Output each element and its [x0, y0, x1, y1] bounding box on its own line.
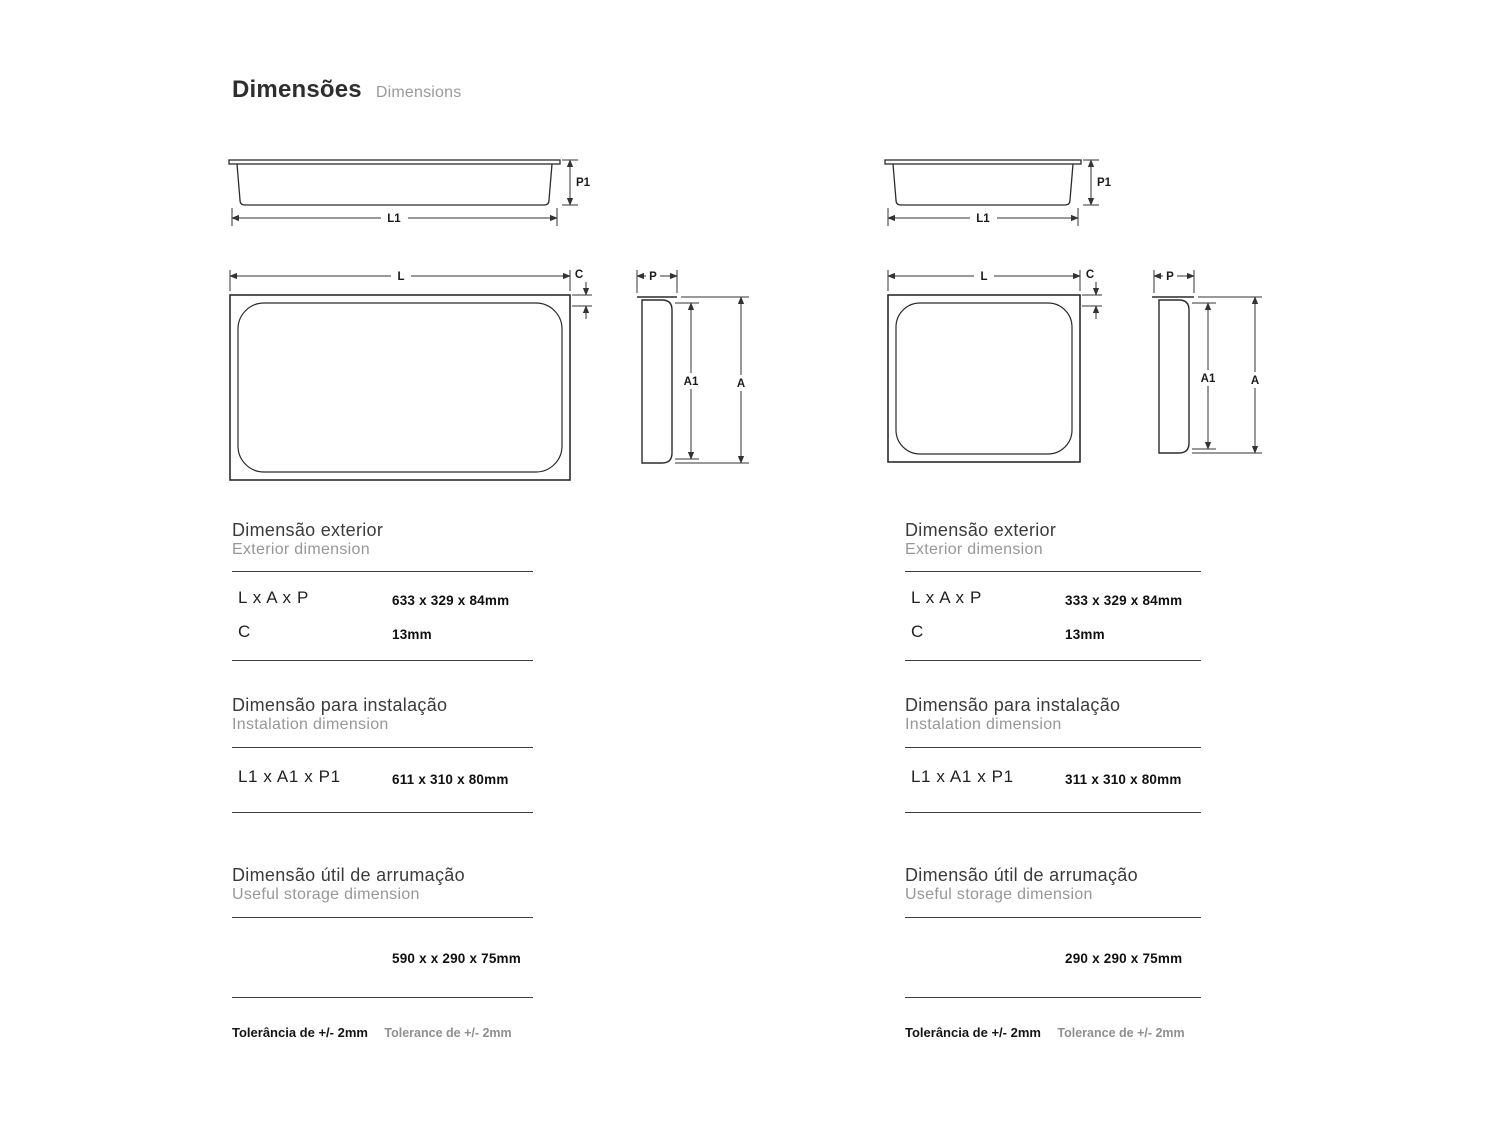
exterior-heading-pt: Dimensão exterior — [232, 520, 384, 540]
storage-heading-en: Useful storage dimension — [232, 886, 420, 903]
installation-row-value: 311 x 310 x 80mm — [1065, 772, 1182, 787]
dim-label-a: A — [736, 378, 746, 390]
divider — [232, 997, 533, 998]
title-en: Dimensions — [375, 84, 462, 101]
dim-label-l: L — [397, 271, 405, 283]
dimension-c — [572, 282, 592, 319]
divider — [232, 747, 533, 748]
tolerance-en: Tolerance de +/- 2mm — [384, 1026, 512, 1040]
storage-heading-pt: Dimensão útil de arrumação — [232, 865, 465, 885]
tray-front-view — [888, 295, 1080, 462]
tolerance-en: Tolerance de +/- 2mm — [1057, 1026, 1185, 1040]
dim-label-a1: A1 — [1200, 373, 1216, 385]
exterior-row-label: C — [238, 622, 251, 641]
exterior-heading-en: Exterior dimension — [232, 541, 370, 558]
divider — [232, 571, 533, 572]
divider — [905, 917, 1201, 918]
divider — [905, 660, 1201, 661]
exterior-row-value: 333 x 329 x 84mm — [1065, 593, 1183, 608]
exterior-row-label: L x A x P — [238, 588, 309, 607]
exterior-heading-pt: Dimensão exterior — [905, 520, 1057, 540]
storage-heading-pt: Dimensão útil de arrumação — [905, 865, 1138, 885]
exterior-row-label: C — [911, 622, 924, 641]
dim-label-l1: L1 — [976, 213, 990, 225]
exterior-row-label: L x A x P — [911, 588, 982, 607]
page-title — [232, 76, 461, 104]
installation-row-label: L1 x A1 x P1 — [238, 767, 341, 786]
dim-label-a: A — [1250, 375, 1260, 387]
divider — [232, 917, 533, 918]
dim-label-p1: P1 — [576, 177, 591, 189]
storage-value: 290 x 290 x 75mm — [1065, 951, 1183, 966]
dim-label-c: C — [1085, 269, 1095, 281]
dim-label-p: P — [1166, 271, 1174, 283]
divider — [905, 571, 1201, 572]
tolerance-note — [905, 1024, 1185, 1042]
divider — [905, 997, 1201, 998]
exterior-row-value: 633 x 329 x 84mm — [392, 593, 510, 608]
storage-heading-en: Useful storage dimension — [905, 886, 1093, 903]
installation-heading-pt: Dimensão para instalação — [232, 695, 448, 715]
divider — [232, 812, 533, 813]
tray-front-view — [230, 295, 570, 480]
exterior-row-value: 13mm — [1065, 627, 1105, 642]
installation-row-value: 611 x 310 x 80mm — [392, 772, 509, 787]
title-pt: Dimensões — [232, 76, 362, 103]
tolerance-pt: Tolerância de +/- 2mm — [232, 1025, 368, 1040]
technical-drawing-left — [225, 148, 770, 493]
divider — [232, 660, 533, 661]
dim-label-p1: P1 — [1097, 177, 1112, 189]
specs-column-right — [905, 510, 1201, 1070]
exterior-row-value: 13mm — [392, 627, 432, 642]
dim-label-p: P — [649, 271, 657, 283]
dim-label-l1: L1 — [387, 213, 401, 225]
tray-profile-view — [1152, 297, 1194, 453]
dim-label-a1: A1 — [683, 376, 699, 388]
tolerance-note — [232, 1024, 512, 1042]
specs-column-left — [232, 510, 533, 1070]
exterior-heading-en: Exterior dimension — [905, 541, 1043, 558]
installation-row-label: L1 x A1 x P1 — [911, 767, 1014, 786]
installation-heading-pt: Dimensão para instalação — [905, 695, 1121, 715]
tray-profile-view — [637, 297, 677, 463]
dimension-c — [1082, 282, 1102, 319]
tray-side-view — [229, 160, 560, 205]
installation-heading-en: Instalation dimension — [232, 716, 389, 733]
dim-label-l: L — [980, 271, 988, 283]
storage-value: 590 x x 290 x 75mm — [392, 951, 521, 966]
technical-drawing-right — [880, 148, 1425, 493]
dim-label-c: C — [574, 269, 584, 281]
divider — [905, 812, 1201, 813]
tray-side-view — [885, 160, 1081, 205]
tolerance-pt: Tolerância de +/- 2mm — [905, 1025, 1041, 1040]
installation-heading-en: Instalation dimension — [905, 716, 1062, 733]
divider — [905, 747, 1201, 748]
